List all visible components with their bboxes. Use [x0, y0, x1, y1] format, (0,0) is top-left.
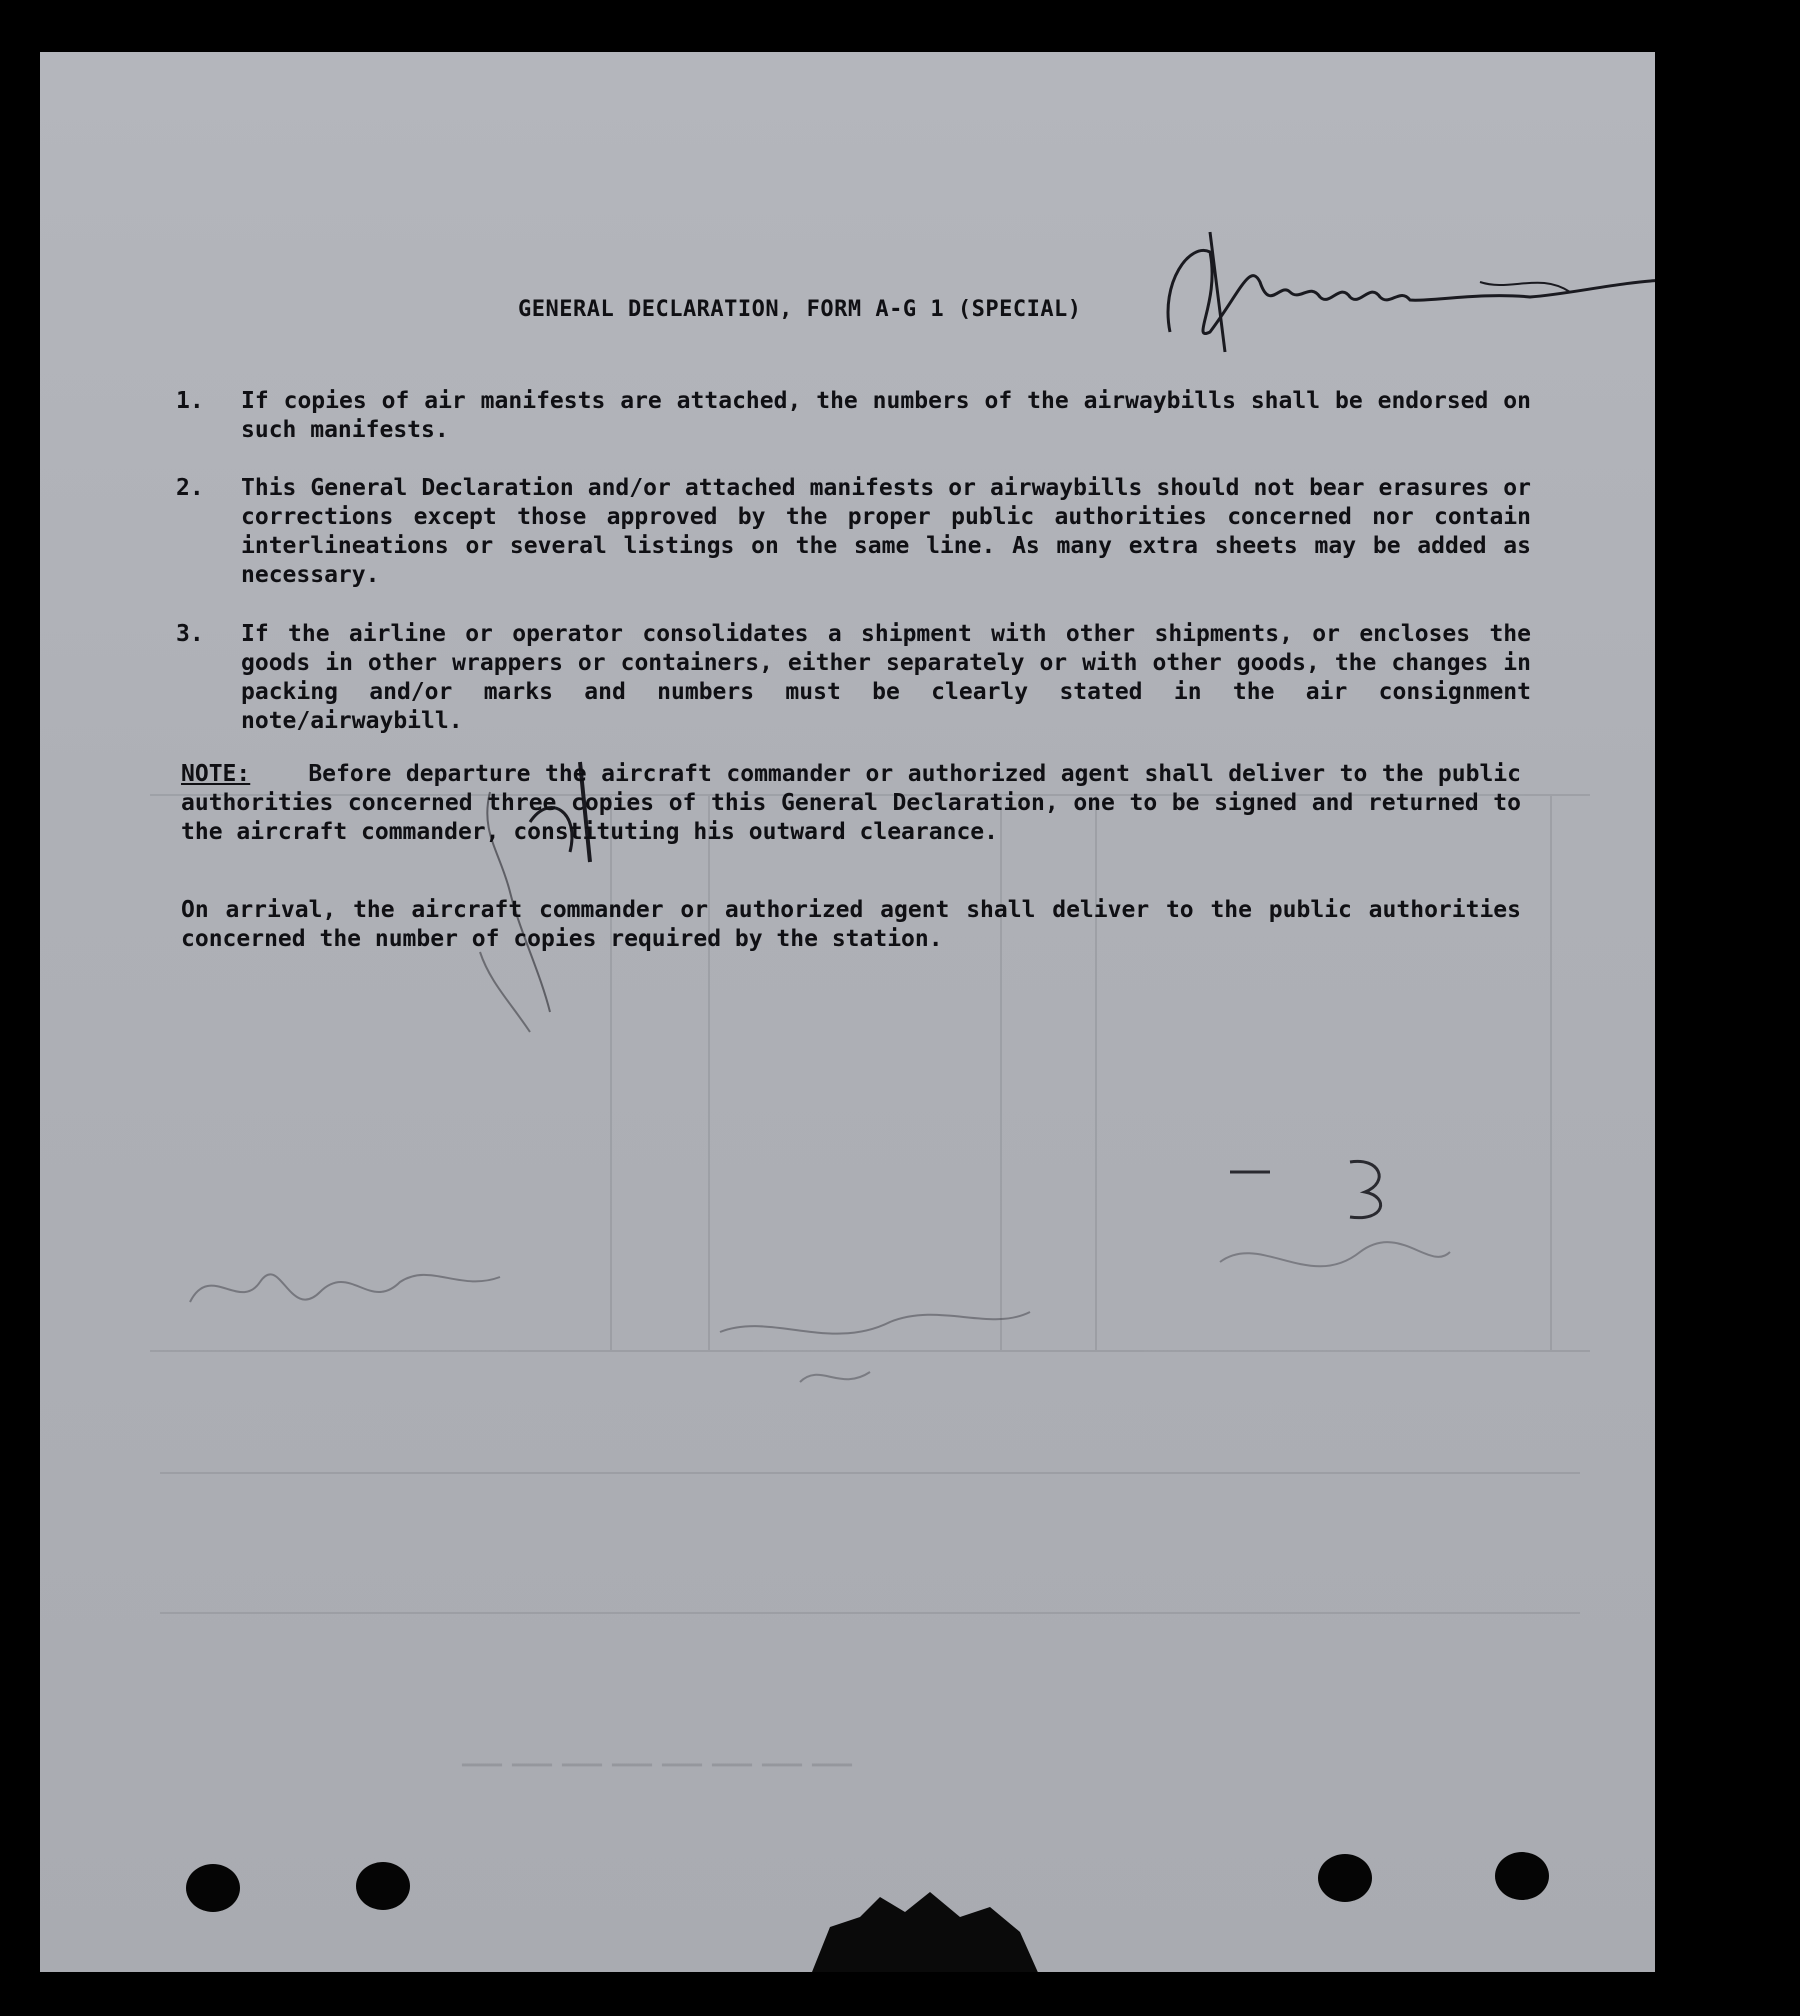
instruction-item-1: [176, 387, 1566, 445]
bleed-through-heading: ————————: [460, 1742, 860, 1793]
punch-hole: [1318, 1854, 1372, 1902]
punch-hole: [186, 1864, 240, 1912]
torn-edge-mark: [810, 1887, 1040, 1972]
form-title: GENERAL DECLARATION, FORM A-G 1 (SPECIAL): [518, 297, 1082, 322]
item-text: If the airline or operator consolidates a shipment with other shipments, or encloses the goods in other wrappers or containers, either separately or with other goods, the changes in packing and/or marks and numbers must be clearly stated in the air consignment note/airwaybill.: [241, 621, 1531, 734]
note-label: NOTE:: [181, 761, 251, 787]
handwriting-bottom-right: [1180, 1152, 1460, 1332]
arrival-note: On arrival, the aircraft commander or authorized agent shall deliver to the public authorities concerned the number of copies required by the station.: [181, 897, 1521, 952]
handwriting-center: [710, 1272, 1040, 1402]
punch-hole: [1495, 1852, 1549, 1900]
item-text: If copies of air manifests are attached, the numbers of the airwaybills shall be endorsed on such manifests.: [241, 388, 1531, 443]
item-number: 1.: [176, 388, 204, 414]
item-number: 3.: [176, 621, 204, 647]
signature-scribble: [1150, 222, 1655, 362]
bleed-through-form: [40, 52, 1655, 1972]
handwriting-bottom-left: [180, 1222, 520, 1352]
departure-note: [181, 760, 1521, 847]
item-number: 2.: [176, 475, 204, 501]
item-text: This General Declaration and/or attached manifests or airwaybills should not bear erasures or corrections except those approved by the proper public authorities concerned nor contain interlineations or several listings on the same line. As many extra sheets may be added as necessary.: [241, 475, 1531, 588]
note-text: Before departure the aircraft commander or authorized agent shall deliver to the public authorities concerned three copies of this General Declaration, one to be signed and returned to the aircraft commander, constituting his outward clearance.: [181, 761, 1521, 845]
punch-hole: [356, 1862, 410, 1910]
instruction-item-2: [176, 474, 1566, 590]
instruction-item-3: [176, 620, 1566, 736]
document-page: [40, 52, 1655, 1972]
